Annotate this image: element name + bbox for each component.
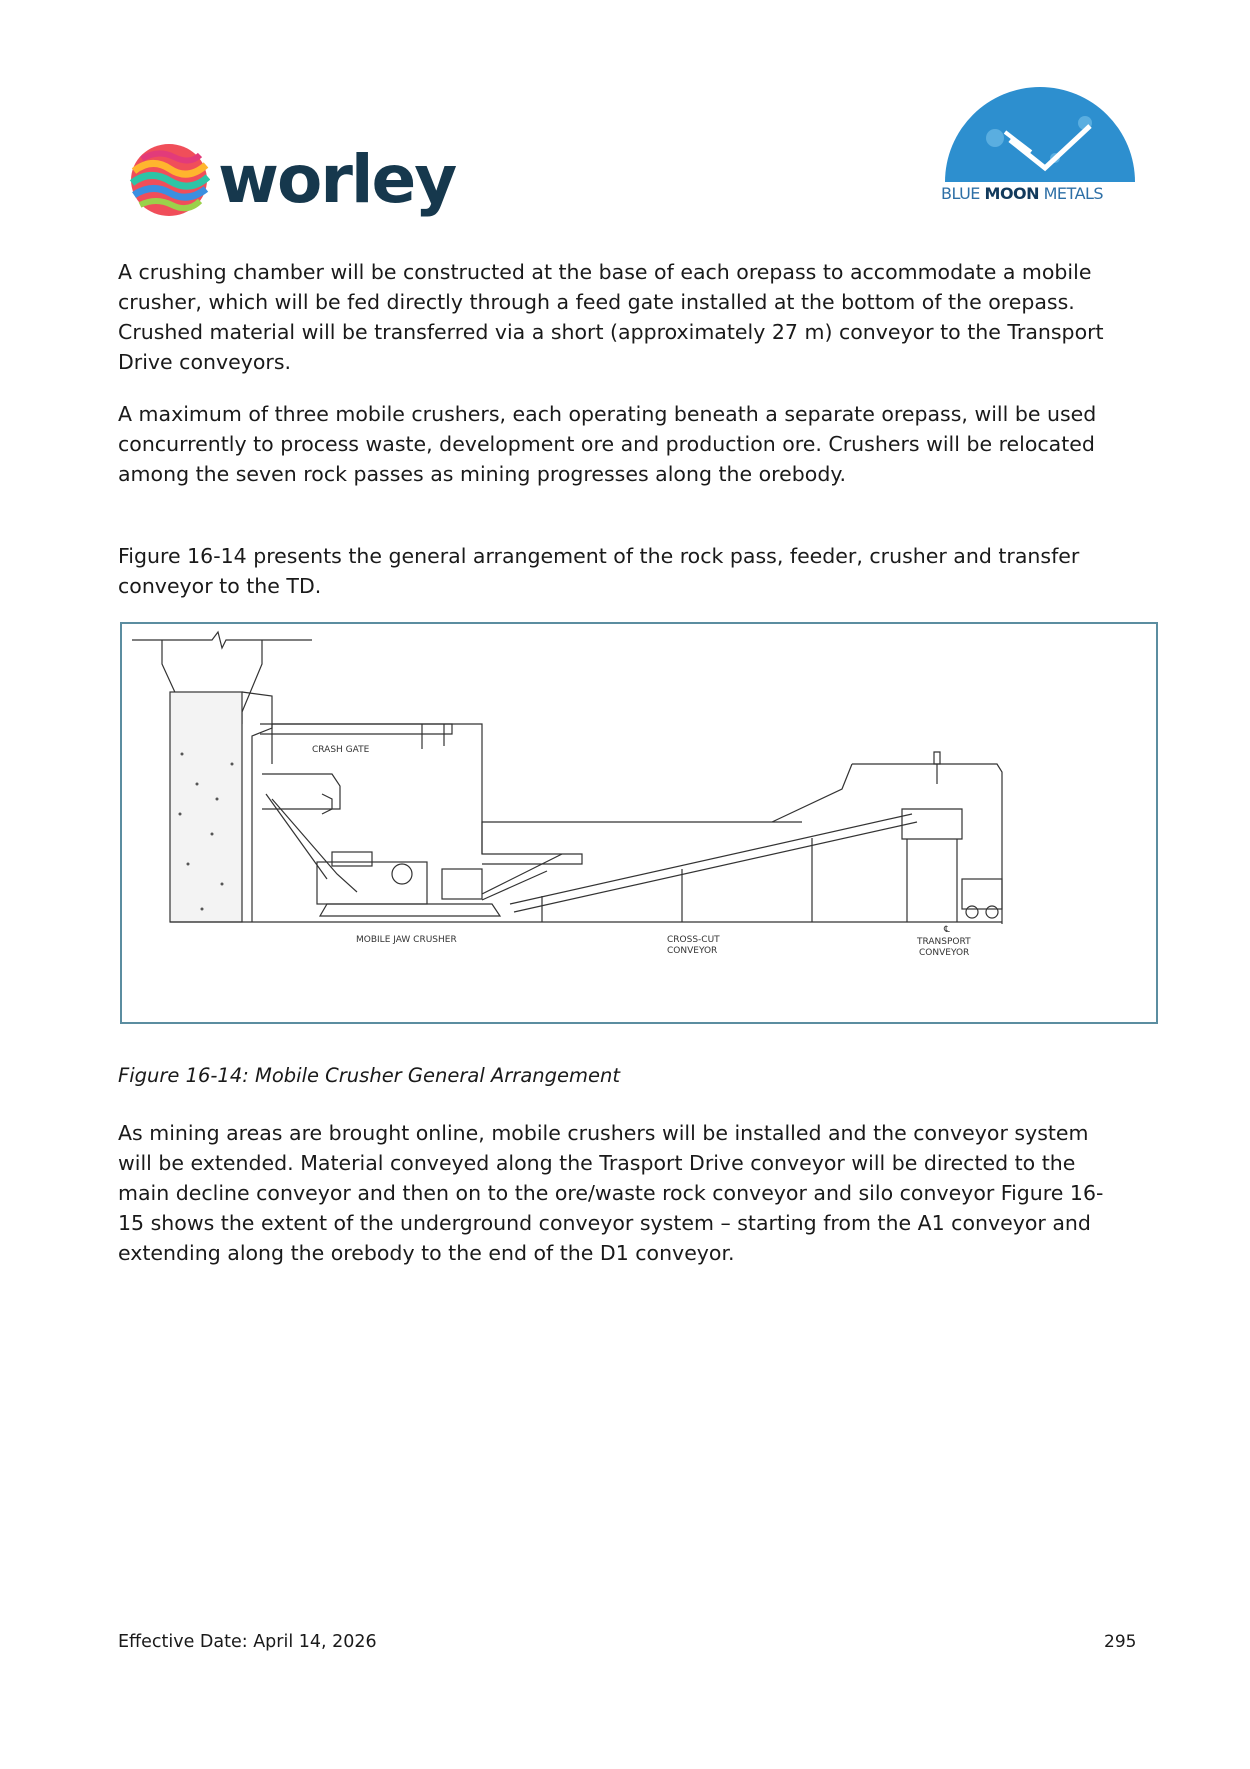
mobile-crusher-drawing [122,624,1156,1022]
worley-wordmark: worley [218,141,456,218]
centerline-symbol: ℄ [944,925,950,935]
mobile-crusher-arrangement-figure [120,622,1158,1024]
crash-gate-label: CRASH GATE [312,745,370,755]
cross-cut-label-line2: CONVEYOR [667,946,718,956]
worley-logo [128,130,458,230]
mobile-jaw-crusher-label: MOBILE JAW CRUSHER [356,935,457,945]
worley-logo-mark-icon [128,139,210,221]
blue-moon-icon [935,78,1145,188]
transport-label-line1: TRANSPORT [917,937,971,947]
transport-label-line2: CONVEYOR [919,948,970,958]
paragraph-figure-intro: Figure 16-14 presents the general arrangement of the rock pass, feeder, crusher and transfer conveyor to the TD. [118,544,1080,598]
paragraph-mobile-crushers: A maximum of three mobile crushers, each operating beneath a separate orepass, will be used concurrently to process waste, development ore and production ore. Crushers will be relocated among the seven rock passes as mining progresses along the orebody. [118,402,1097,486]
paragraph-crushing-chamber: A crushing chamber will be constructed at the base of each orepass to accommodate a mobile crusher, which will be fed directly through a feed gate installed at the bottom of the orepass. Crushed material will be transferred via a short (approximately 27 m) conveyor to the Transport Drive conveyors. [118,260,1104,374]
paragraph-conveyor-extension: As mining areas are brought online, mobile crushers will be installed and the conveyor system will be extended. Material conveyed along the Trasport Drive conveyor will be directed to the main decline conveyor and then on to the ore/waste rock conveyor and silo conveyor Figure 16-15 shows the extent of the underground conveyor system – starting from the A1 conveyor and extending along the orebody to the end of the D1 conveyor. [118,1121,1104,1265]
blue-moon-wordmark: BLUE MOON METALS [941,184,1104,203]
footer-page-number: 295 [1104,1632,1137,1652]
cross-cut-label-line1: CROSS-CUT [667,935,720,945]
figure-caption: Figure 16-14: Mobile Crusher General Arrangement [118,1064,621,1087]
footer-effective-date: Effective Date: April 14, 2026 [118,1632,377,1652]
blue-moon-metals-logo [935,78,1145,213]
